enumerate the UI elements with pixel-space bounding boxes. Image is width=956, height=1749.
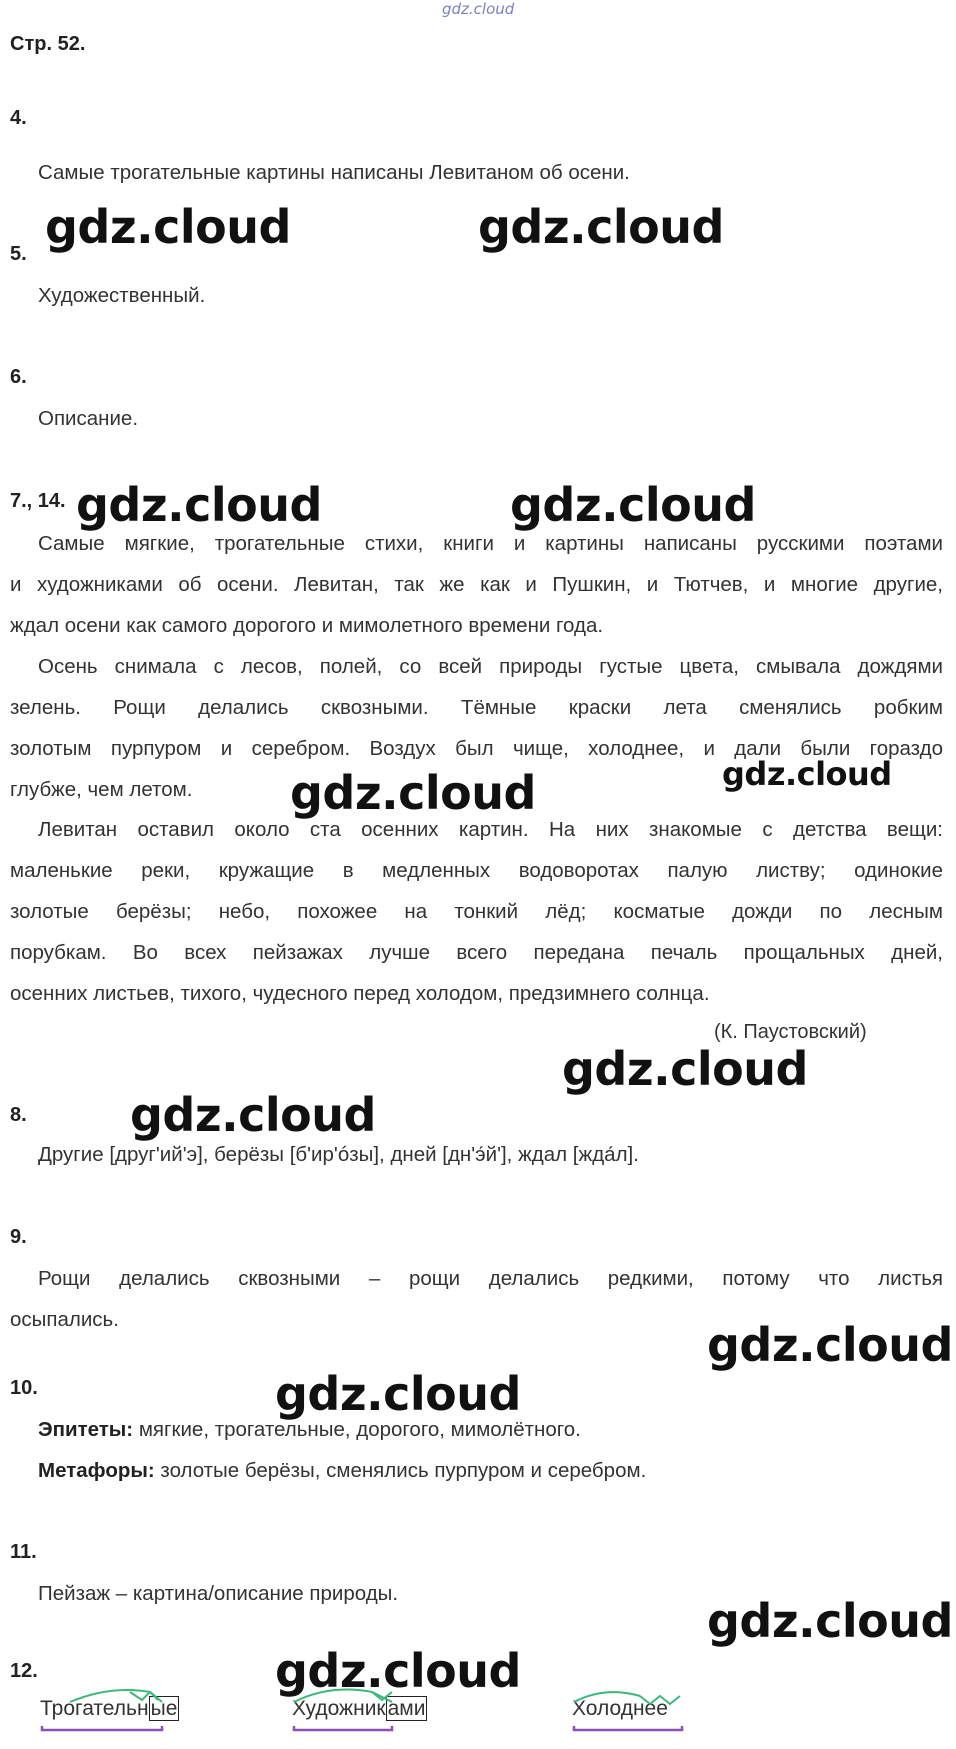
exercise-6-number: 6. <box>10 366 27 388</box>
word-stem: Трогательн <box>40 1697 149 1720</box>
word-ending: ами <box>387 1697 426 1720</box>
stem-underline <box>574 1726 682 1730</box>
watermark: gdz.cloud <box>707 1594 953 1648</box>
exercise-12-number: 12. <box>10 1660 38 1682</box>
text-line: глубже, чем летом. <box>10 778 193 801</box>
text-line: золотые берёзы; небо, похожее на тонкий лёд; косматые дожди по лесным <box>10 900 943 923</box>
exercise-11-number: 11. <box>10 1541 37 1563</box>
text-line: золотым пурпуром и серебром. Воздух был чище, холоднее, и дали были гораздо <box>10 737 943 760</box>
watermark: gdz.cloud <box>290 766 536 820</box>
epithets-text: мягкие, трогательные, дорогого, мимолётного. <box>133 1418 581 1441</box>
exercise-11-text: Пейзаж – картина/описание природы. <box>38 1582 399 1605</box>
text-line: Самые мягкие, трогательные стихи, книги и картины написаны русскими поэтами <box>38 532 943 555</box>
watermark: gdz.cloud <box>510 478 756 532</box>
exercise-8-number: 8. <box>10 1104 27 1126</box>
exercise-9-line1: Рощи делались сквозными – рощи делались редкими, потому что листья <box>38 1267 943 1290</box>
word-ending: ые <box>150 1697 178 1720</box>
root-arc <box>70 1690 162 1702</box>
watermark: gdz.cloud <box>275 1367 521 1421</box>
watermark: gdz.cloud <box>722 755 892 793</box>
text-line: Осень снимала с лесов, полей, со всей природы густые цвета, смывала дождями <box>38 655 943 678</box>
stem-underline <box>42 1726 162 1730</box>
exercise-5-number: 5. <box>10 243 27 265</box>
text-line: Левитан оставил около ста осенних картин. На них знакомые с детства вещи: <box>38 818 943 841</box>
page-reference: Стр. 52. <box>10 33 86 55</box>
metaphors-label: Метафоры: <box>38 1459 155 1482</box>
text-line: осенних листьев, тихого, чудесного перед холодом, предзимнего солнца. <box>10 982 710 1005</box>
watermark-top: gdz.cloud <box>442 0 515 18</box>
exercise-8-text: Другие [друг'ий'э], берёзы [б'ир'óзы], дней [дн'э́й'], ждал [жда́л]. <box>38 1143 639 1166</box>
watermark: gdz.cloud <box>76 478 322 532</box>
word-stem: Холоднее <box>572 1697 668 1720</box>
exercise-6-text: Описание. <box>38 407 139 430</box>
text-line: и художниками об осени. Левитан, так же как и Пушкин, и Тютчев, и многие другие, <box>10 573 943 596</box>
epithets-label: Эпитеты: <box>38 1418 134 1441</box>
suffix-mark <box>130 1692 158 1700</box>
watermark: gdz.cloud <box>707 1318 953 1372</box>
exercise-9-line2: осыпались. <box>10 1308 119 1331</box>
word-stem: Художник <box>292 1697 386 1720</box>
suffix-mark <box>640 1696 680 1704</box>
metaphors-text: золотые берёзы, сменялись пурпуром и серебром. <box>154 1459 647 1482</box>
text-line: ждал осени как самого дорогого и мимолетного времени года. <box>10 614 604 637</box>
watermark: gdz.cloud <box>275 1644 521 1698</box>
text-line: маленькие реки, кружащие в медленных водоворотах палую листву; одинокие <box>10 859 943 882</box>
exercise-10-number: 10. <box>10 1377 38 1399</box>
text-line: зелень. Рощи делались сквозными. Тёмные краски лета сменялись робким <box>10 696 943 719</box>
watermark: gdz.cloud <box>130 1088 376 1142</box>
exercise-10-epithets <box>38 1418 581 1442</box>
text-line: порубкам. Во всех пейзажах лучше всего передана печаль прощальных дней, <box>10 941 943 964</box>
exercise-9-number: 9. <box>10 1226 27 1248</box>
watermark: gdz.cloud <box>562 1042 808 1096</box>
exercise-10-metaphors <box>38 1459 646 1483</box>
exercise-4-number: 4. <box>10 107 27 129</box>
stem-underline <box>294 1726 392 1730</box>
exercise-4-text: Самые трогательные картины написаны Левитаном об осени. <box>38 161 630 184</box>
author-attribution: (К. Паустовский) <box>714 1021 867 1043</box>
root-arc <box>574 1692 640 1702</box>
watermark: gdz.cloud <box>478 200 724 254</box>
exercise-7-number: 7., 14. <box>10 490 66 512</box>
morpheme-marks <box>0 1680 956 1749</box>
exercise-5-text: Художественный. <box>38 284 206 307</box>
watermark: gdz.cloud <box>45 200 291 254</box>
